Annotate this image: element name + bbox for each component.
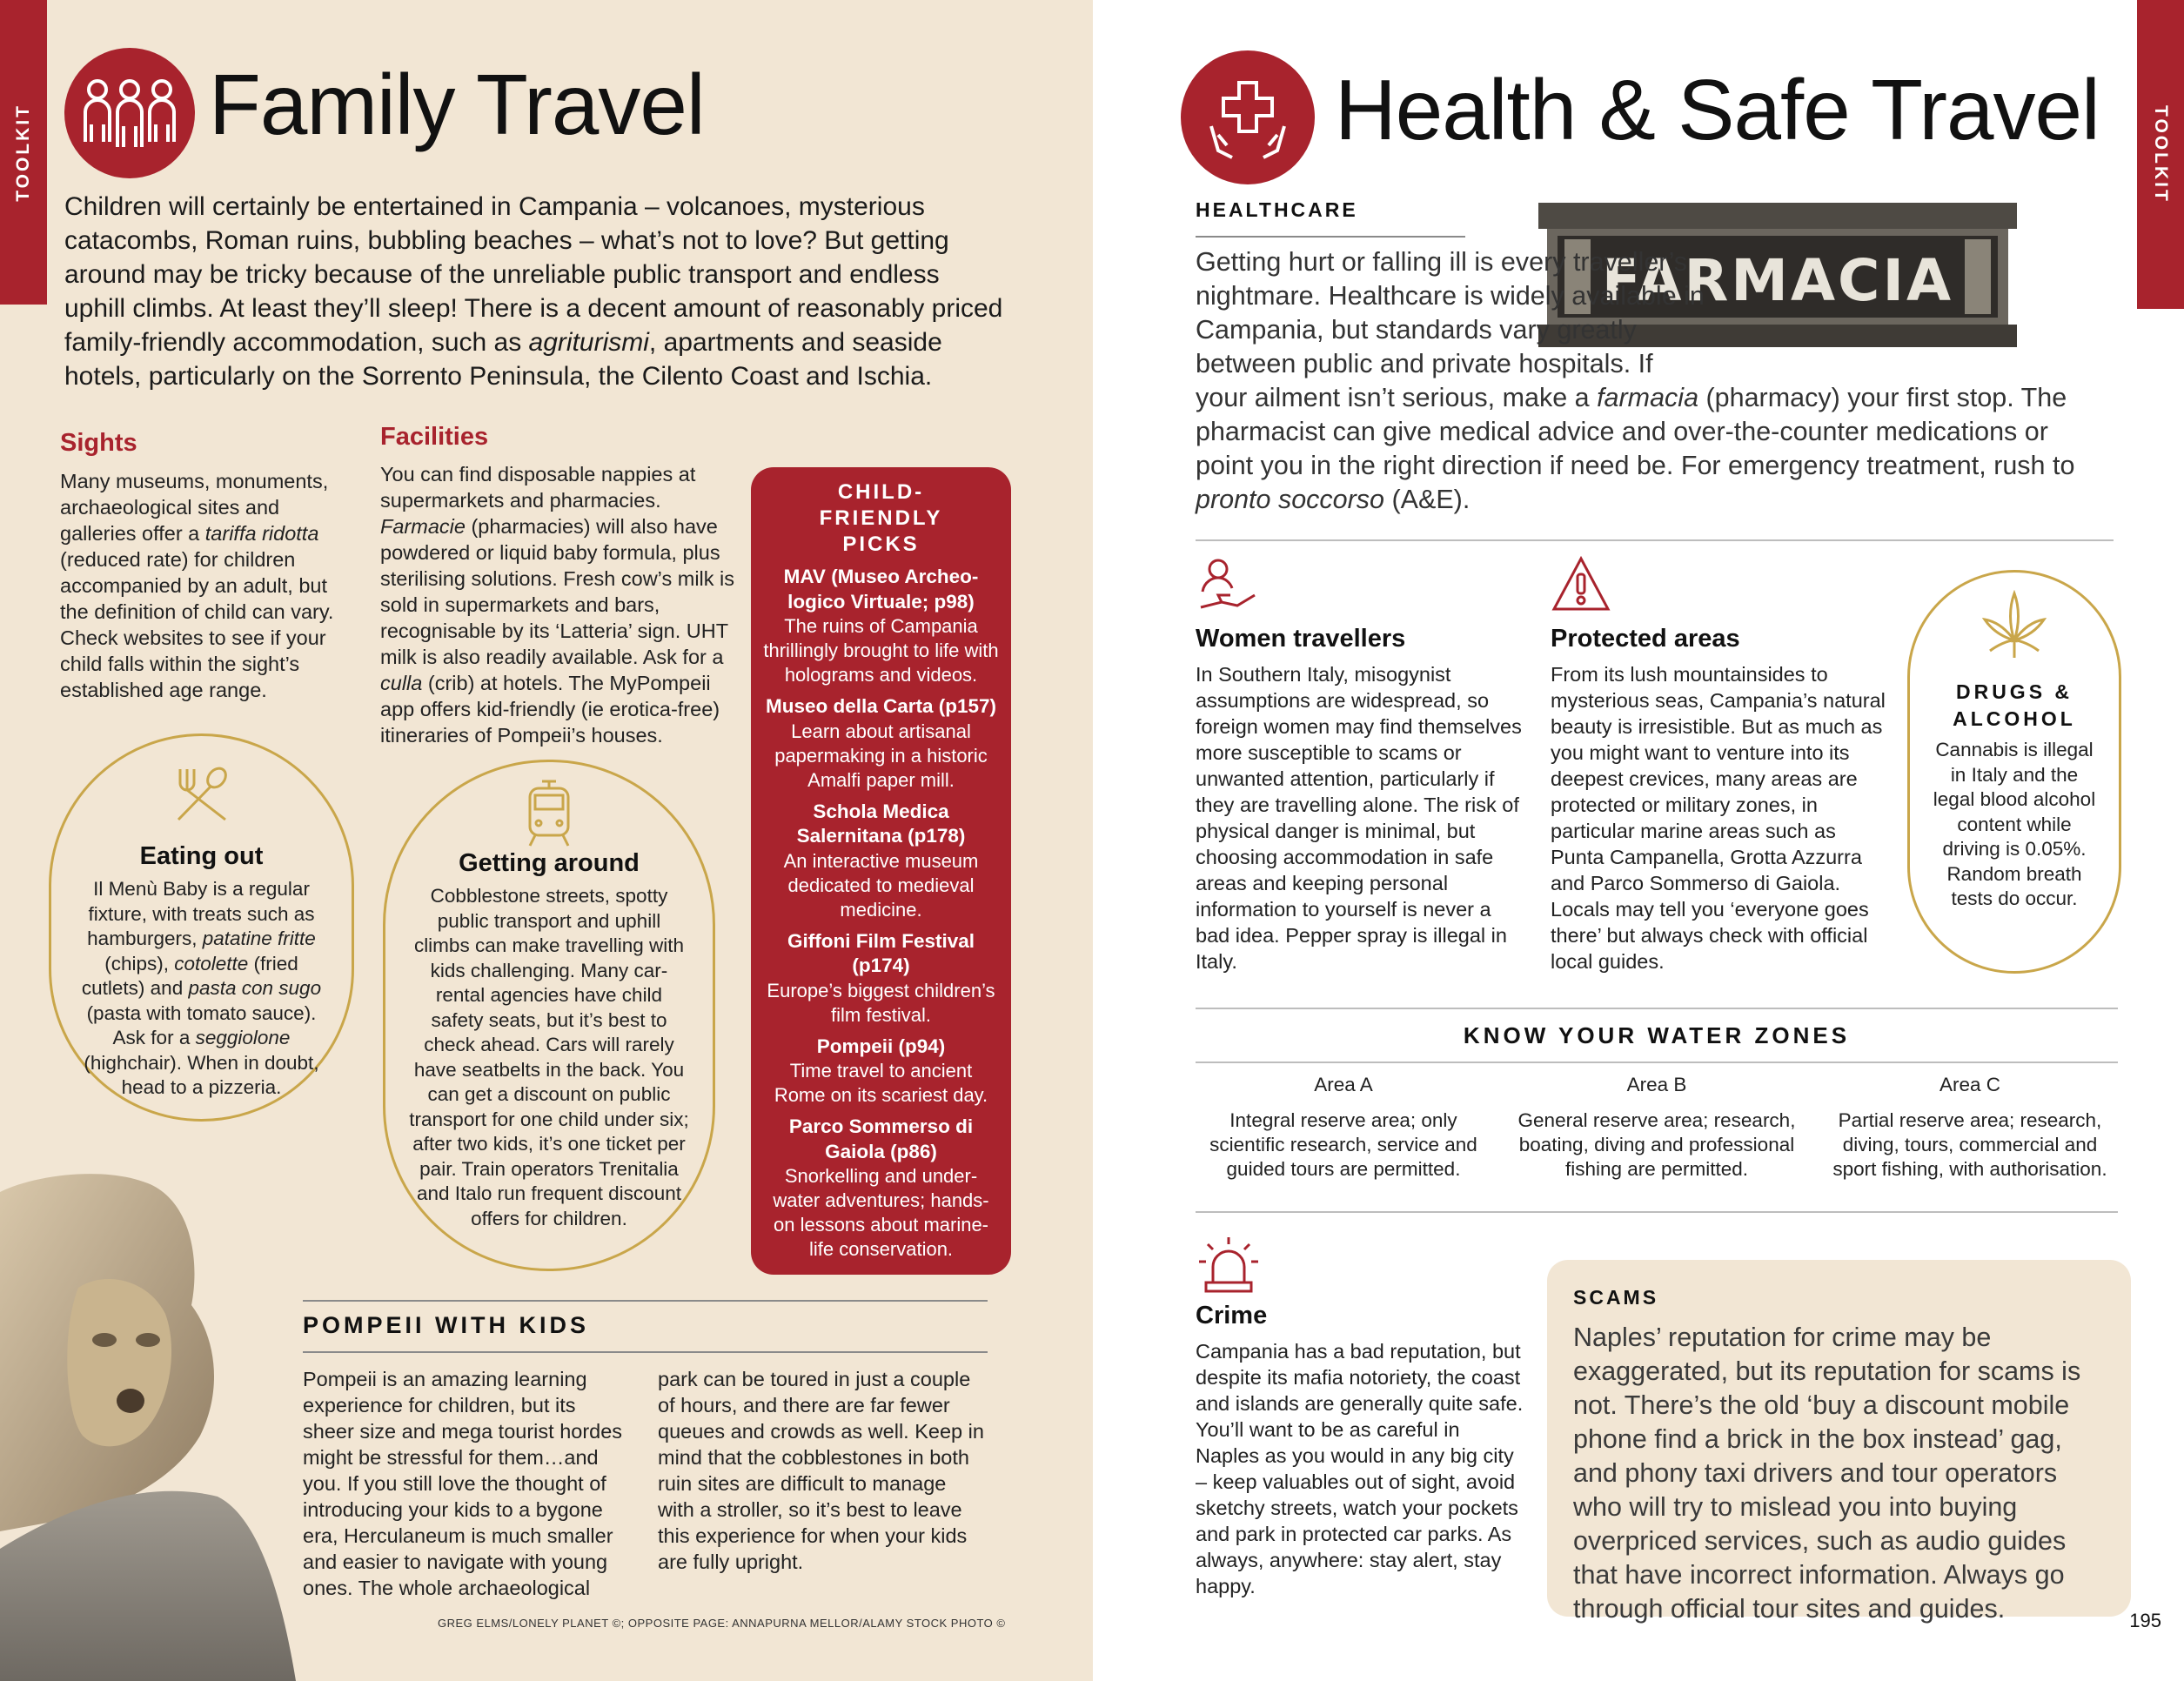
getting-around-panel xyxy=(383,760,715,1271)
crime-text: Campania has a bad reputation, but despite its mafia notoriety, the coast and islands are generally quite safe. You’ll want to be as careful in Naples as you would in any big city – keep valuables out of sight, avoid sketchy streets, watch your pockets and park in protected car parks. As always, anywhere: stay alert, stay happy. xyxy=(1196,1340,1524,1597)
intro-paragraph: Children will certainly be entertained in Campania – volcanoes, mysterious catacombs, Roman ruins, bubbling beaches – what’s not to love? But getting around may be tricky because of the unreliable public transport and endless uphill climbs. At least they’ll sleep! There is a decent amount of reasonably priced family-friendly accommodation, such as agriturismi, apartments and seaside hotels, particularly on the Sorrento Peninsula, the Cilento Coast and Ischia. xyxy=(64,192,1003,391)
divider xyxy=(303,1351,988,1353)
pick-name: Schola Medica Salernitana (p178) xyxy=(796,800,966,847)
sights-text: Many museums, monuments, archaeological sites and galleries offer a tariffa ridotta (reduced rate) for children accompanied by an adult, but the definition of child can vary. Check websites to see if your child falls within the sight’s established age range. xyxy=(60,470,334,701)
scams-heading: SCAMS xyxy=(1573,1286,1659,1309)
protected-heading: Protected areas xyxy=(1551,625,1740,653)
family-icon xyxy=(64,48,195,178)
pompeii-col1: Pompeii is an amazing learning experience for children, but its sheer size and mega tourist hordes might be stressful for them…and you. If you still love the thought of introducing your kids to a bygone era, Herculaneum is much smaller and easier to navigate with young ones. The whole archaeological xyxy=(303,1368,623,1599)
toolkit-tab: TOOLKIT xyxy=(2137,0,2184,309)
zone-text: General reserve area; research, boating, diving and professional fishing are permitted. xyxy=(1517,1109,1796,1180)
getting-around-heading: Getting around xyxy=(459,849,640,877)
scams-box xyxy=(1547,1260,2131,1624)
water-zones-heading: KNOW YOUR WATER ZONES xyxy=(1463,1022,1851,1048)
pick-name: MAV (Museo Archeo-logico Virtuale; p98) xyxy=(783,566,979,613)
pick-description: Snorkelling and under-water adventures; hands-on lessons about marine-life conservation. xyxy=(773,1165,989,1260)
divider xyxy=(303,1300,988,1302)
pompeii-heading: POMPEII WITH KIDS xyxy=(303,1312,590,1338)
woman-helping-icon xyxy=(1196,557,1258,622)
drugs-text: Cannabis is illegal in Italy and the legal blood alcohol content while driving is 0.05%. Random breath tests do occur. xyxy=(1933,739,2096,909)
pompeii-col2: park can be toured in just a couple of hours, and there are far fewer queues and crowds as well. Keep in mind that the cobblestones in both ruin sites are difficult to manage with a stroller, so it’s best to leave this experience for when your kids are fully upright. xyxy=(658,1368,984,1573)
sign-text: FARMACIA xyxy=(1601,247,1954,314)
zone-text: Integral reserve area; only scientific research, service and guided tours are permitted. xyxy=(1209,1109,1477,1180)
divider xyxy=(1196,1008,2118,1009)
photo-credit: GREG ELMS/LONELY PLANET ©; OPPOSITE PAGE: ANNAPURNA MELLOR/ALAMY STOCK PHOTO © xyxy=(438,1617,1006,1630)
pick-name: Parco Sommerso di Gaiola (p86) xyxy=(788,1115,974,1162)
pick-name: Pompeii (p94) xyxy=(816,1035,946,1057)
pick-name: Giffoni Film Festival (p174) xyxy=(787,929,975,976)
statue-head-image xyxy=(0,1166,296,1681)
page-number: 195 xyxy=(2129,1610,2161,1631)
siren-icon xyxy=(1196,1236,1262,1301)
water-zones-table xyxy=(1196,1074,2118,1182)
eating-out-text: Il Menù Baby is a regular fixture, with treats such as hamburgers, patatine fritte (chips), cotolette (fried cutlets) and pasta con sugo (pasta with tomato sauce). Ask for a seggiolone (highchair). When in doubt, head to a pizzeria. xyxy=(81,878,322,1098)
crime-heading: Crime xyxy=(1196,1302,1268,1329)
tram-icon xyxy=(385,778,713,847)
healthcare-heading: HEALTHCARE xyxy=(1196,198,1358,221)
pick-description: The ruins of Campania thrillingly brought to life with holograms and videos. xyxy=(763,615,999,686)
pick-name: Museo della Carta (p157) xyxy=(765,695,997,717)
child-friendly-picks-box xyxy=(751,467,1011,1275)
eating-out-panel xyxy=(49,733,354,1122)
getting-around-text: Cobblestone streets, spotty public transport and uphill climbs can make travelling with kids challenging. Many car-rental agencies have child safety seats, but it’s best to check ahead. Cars will rarely have seatbelts in the back. You can get a discount on public transport for one child under six; after two kids, it’s one ticket per pair. Train operators Trenitalia and Italo run frequent discount offers for children. xyxy=(409,885,689,1229)
page-title: Health & Safe Travel xyxy=(1335,62,2100,157)
divider xyxy=(1196,1062,2118,1063)
divider xyxy=(1196,1211,2118,1213)
eating-out-heading: Eating out xyxy=(139,842,264,870)
pick-description: Time travel to ancient Rome on its scariest day. xyxy=(774,1060,988,1106)
warning-icon xyxy=(1551,555,1611,617)
women-heading: Women travellers xyxy=(1196,625,1406,653)
page-title: Family Travel xyxy=(209,57,705,152)
pick-description: An interactive museum dedicated to medieval medicine. xyxy=(783,849,979,921)
toolkit-tab: TOOLKIT xyxy=(0,0,47,305)
women-text: In Southern Italy, misogynist assumptions are widespread, so foreign women may find themselves more susceptible to scams or unwanted attention, particularly if they are travelling alone. The risk of physical danger is minimal, but choosing accommodation in safe areas and keeping personal information to yourself is never a bad idea. Pepper spray is illegal in Italy. xyxy=(1196,663,1522,973)
zone-text: Partial reserve area; research, diving, tours, commercial and sport fishing, with authorisation. xyxy=(1832,1109,2107,1180)
pick-description: Europe’s biggest children’s film festival. xyxy=(767,979,995,1026)
facilities-text: You can find disposable nappies at supermarkets and pharmacies. Farmacie (pharmacies) will also have powdered or liquid baby formula, plus sterilising solutions. Fresh cow’s milk is sold in supermarkets and bars, recognisable by its ‘Latteria’ sign. UHT milk is also readily available. Ask for a culla (crib) at hotels. The MyPompeii app offers kid-friendly (ie erotica-free) itineraries of Pompeii’s houses. xyxy=(380,463,735,747)
zone-label: Area C xyxy=(1939,1074,2001,1095)
zone-column xyxy=(1196,1074,1491,1182)
facilities-heading: Facilities xyxy=(380,423,489,451)
zone-label: Area A xyxy=(1314,1074,1373,1095)
picks-heading: CHILD-FRIENDLY PICKS xyxy=(819,480,943,556)
pick-description: Learn about artisanal papermaking in a historic Amalfi paper mill. xyxy=(774,720,988,791)
picks-list xyxy=(751,565,1011,1262)
medical-hands-icon xyxy=(1181,50,1315,184)
sights-heading: Sights xyxy=(60,429,137,457)
divider xyxy=(1196,539,2114,541)
drugs-heading: DRUGS & ALCOHOL xyxy=(1953,680,2076,730)
right-page xyxy=(1093,0,2184,1681)
scams-text: Naples’ reputation for crime may be exaggerated, but its reputation for scams is not. There’s the old ‘buy a discount mobile phone find a brick in the box instead’ gag, and phony taxi drivers and tour operators who will try to mislead you into buying overpriced services, such as audio guides that have incorrect information. Always go through official tour sites and guides. xyxy=(1573,1323,2081,1624)
utensils-icon xyxy=(51,764,352,825)
protected-text: From its lush mountainsides to mysterious seas, Campania’s natural beauty is irresistible. But as much as you might want to venture into its deepest crevices, many areas are protected or military zones, in particular marine areas such as Punta Campanella, Grotta Azzurra and Parco Sommerso di Gaiola. Locals may tell you ‘everyone goes there’ but always check with official local guides. xyxy=(1551,663,1886,973)
divider xyxy=(1196,236,1465,238)
cannabis-leaf-icon xyxy=(1910,590,2119,660)
zone-label: Area B xyxy=(1626,1074,1687,1095)
drugs-alcohol-panel xyxy=(1907,570,2121,974)
healthcare-text: Getting hurt or falling ill is every traveller’s nightmare. Healthcare is widely available in Campania, but standards vary greatly between public and private hospitals. If your ailment isn’t serious, make a farmacia (pharmacy) your first stop. The pharmacist can give medical advice and over-the-counter medications or point you in the right direction if need be. For emergency treatment, rush to pronto soccorso (A&E). xyxy=(1196,247,2075,514)
zone-column xyxy=(1509,1074,1805,1182)
zone-column xyxy=(1822,1074,2118,1182)
